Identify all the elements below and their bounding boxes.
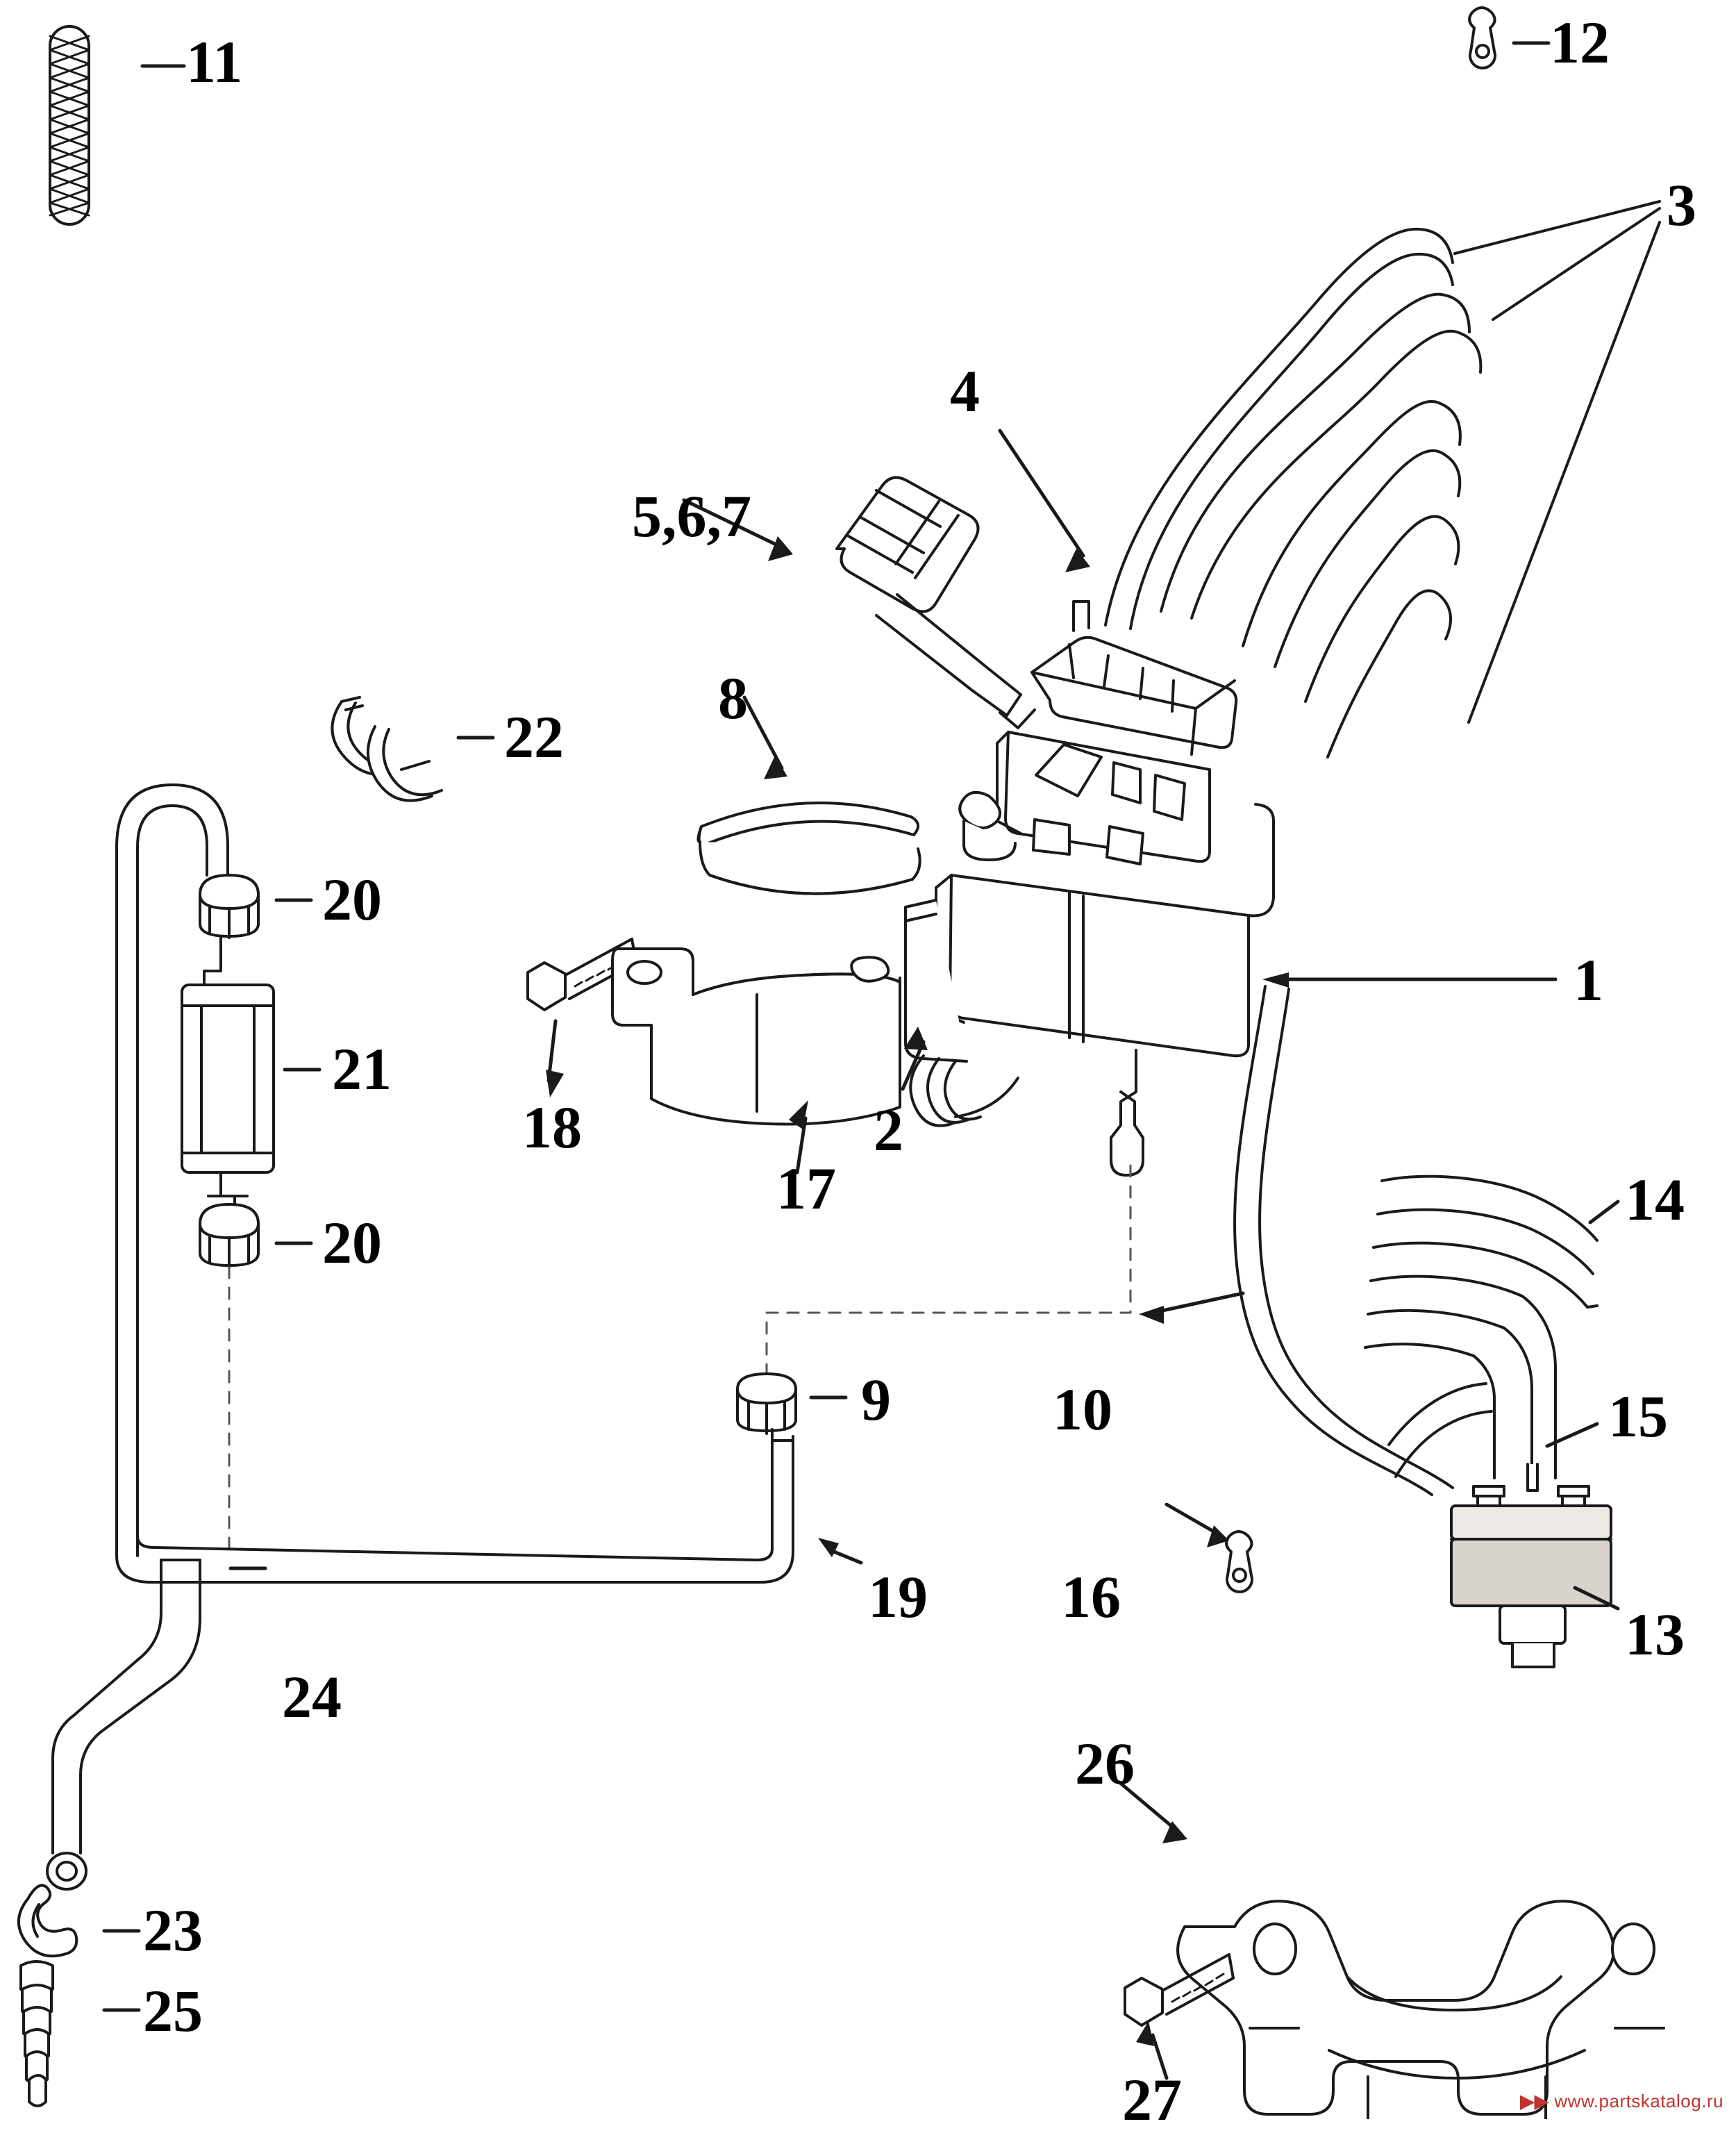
watermark-glyph: ▶▶ bbox=[1520, 2091, 1549, 2111]
callout-25: 25 bbox=[143, 1977, 203, 2044]
part-vapor-separator-assembly bbox=[905, 601, 1555, 1175]
callout-10: 10 bbox=[1053, 1376, 1112, 1443]
callout-23: 23 bbox=[143, 1897, 203, 1964]
callout-18: 18 bbox=[522, 1094, 582, 1161]
callout-24: 24 bbox=[282, 1663, 342, 1730]
callout-27: 27 bbox=[1122, 2066, 1182, 2133]
part-fuel-supply-hose bbox=[1139, 986, 1453, 1495]
callout-15: 15 bbox=[1608, 1383, 1668, 1450]
part-filter-cap-nut-bottom bbox=[200, 1204, 311, 1267]
callout-21: 21 bbox=[332, 1036, 392, 1102]
callout-9: 9 bbox=[861, 1366, 891, 1433]
part-filter-mounting-bracket bbox=[612, 949, 900, 1172]
part-mounting-bracket-clamp bbox=[1119, 1782, 1664, 2118]
callout-14: 14 bbox=[1625, 1166, 1685, 1233]
callout-17: 17 bbox=[776, 1155, 836, 1222]
part-ribbed-drain-nipple bbox=[21, 1961, 139, 2106]
callout-12: 12 bbox=[1550, 9, 1610, 76]
callout-2: 2 bbox=[874, 1097, 903, 1163]
part-hose-clamp-ring bbox=[19, 1885, 139, 1956]
callout-11: 11 bbox=[186, 28, 243, 95]
callout-16: 16 bbox=[1061, 1563, 1121, 1630]
part-hose-clamp-small-bottom bbox=[1167, 1504, 1252, 1592]
callout-26: 26 bbox=[1075, 1730, 1135, 1797]
part-curved-drain-hose bbox=[47, 1560, 265, 1889]
callout-4: 4 bbox=[950, 358, 980, 424]
part-filter-cap-nut-top bbox=[200, 875, 311, 938]
watermark-text: www.partskatalog.ru bbox=[1554, 2091, 1724, 2111]
callout-567: 5,6,7 bbox=[632, 483, 751, 549]
part-fuel-rail-block bbox=[1451, 1424, 1618, 1667]
site-watermark bbox=[1520, 2091, 1724, 2112]
callout-3: 3 bbox=[1667, 172, 1696, 238]
callout-20-bottom: 20 bbox=[322, 1209, 382, 1276]
part-coiled-hose-spring bbox=[50, 26, 184, 224]
part-spring-hose-clip bbox=[332, 697, 493, 801]
part-inline-fuel-filter bbox=[182, 938, 319, 1214]
part-hose-fitting-cap bbox=[737, 1374, 846, 1434]
callout-13: 13 bbox=[1625, 1601, 1685, 1668]
part-hose-clamp-small-top bbox=[1469, 8, 1549, 68]
callout-1: 1 bbox=[1574, 947, 1603, 1013]
callout-8: 8 bbox=[718, 665, 748, 731]
callout-19: 19 bbox=[868, 1563, 928, 1630]
callout-22: 22 bbox=[504, 704, 564, 770]
leader-4 bbox=[1000, 431, 1083, 556]
callout-20-top: 20 bbox=[322, 866, 382, 933]
